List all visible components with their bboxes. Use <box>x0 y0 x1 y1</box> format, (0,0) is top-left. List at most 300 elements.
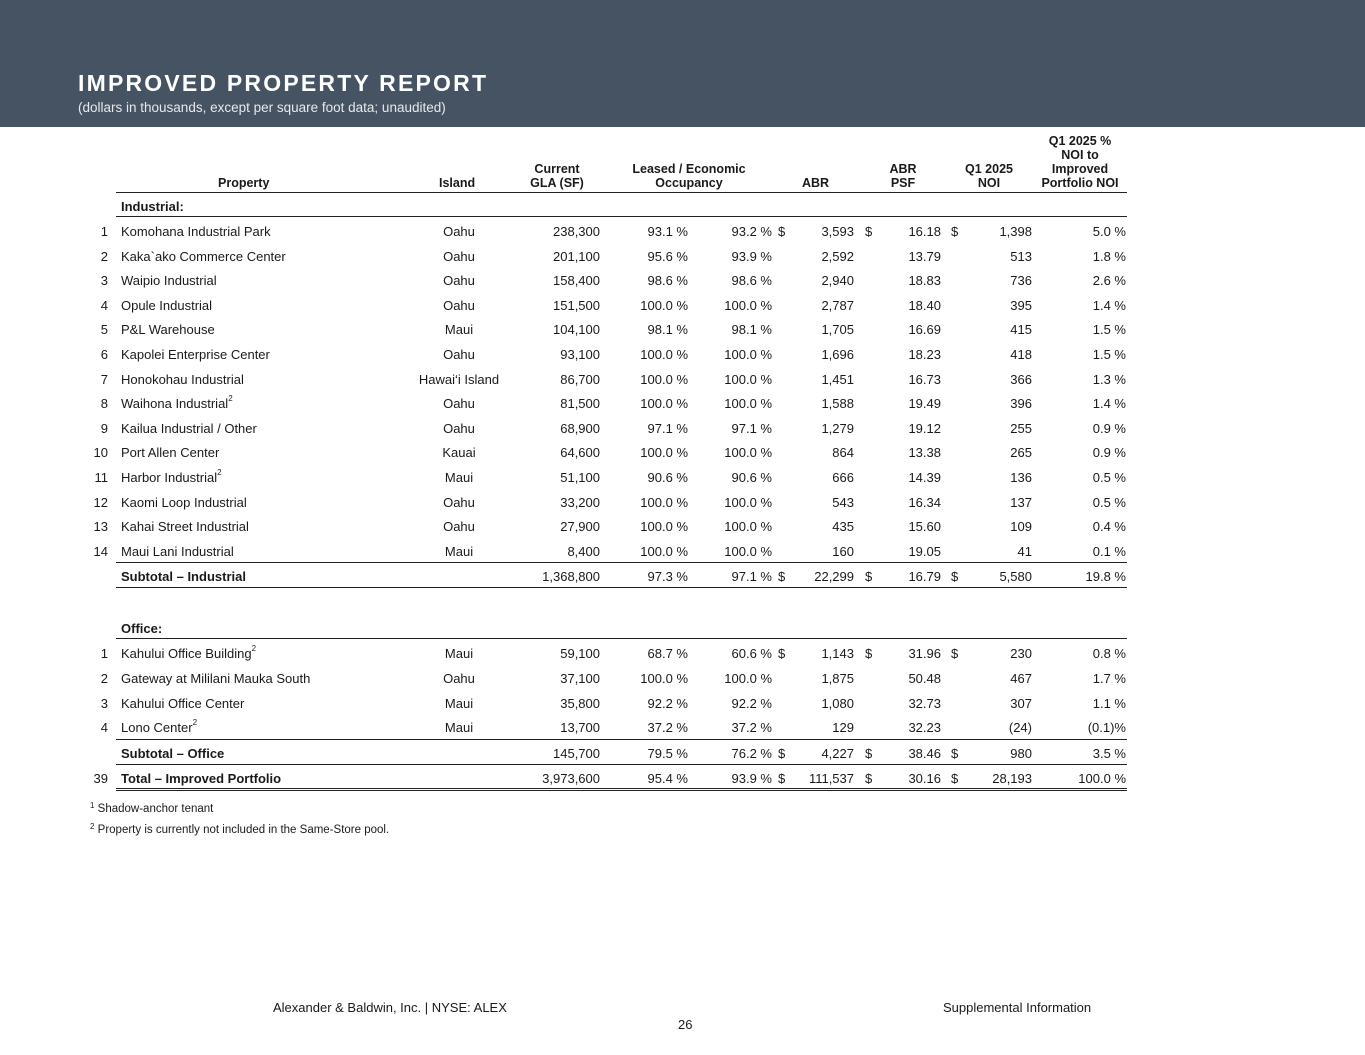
leased-occupancy: 100.0 % <box>640 347 688 362</box>
leased-occupancy: 92.2 % <box>647 695 688 711</box>
footnote-marker: 2 <box>217 468 222 477</box>
leased-occupancy: 95.4 % <box>647 771 688 786</box>
header-rule <box>116 192 1127 193</box>
noi-percent: (0.1)% <box>1087 720 1126 736</box>
industrial-subtotal-bottom-rule <box>116 587 1127 588</box>
col-header-abr-psf <box>880 162 926 190</box>
island: Maui <box>444 695 474 711</box>
island: Maui <box>444 322 474 338</box>
footer-supplemental: Supplemental Information <box>943 1000 1092 1015</box>
property-name <box>121 249 286 264</box>
economic-occupancy: 92.2 % <box>731 695 772 711</box>
q1-noi: 136 <box>1010 470 1032 485</box>
col-header-noi-line2: NOI <box>977 176 1001 190</box>
abr-currency: $ <box>778 746 786 761</box>
noi-percent: 5.0 % <box>1092 224 1126 239</box>
q1-noi: 230 <box>1010 646 1032 661</box>
row-number: 2 <box>100 670 108 686</box>
property-label: Total – Improved Portfolio <box>121 771 282 786</box>
island: Oahu <box>443 248 475 264</box>
table-row <box>0 316 1140 340</box>
property-label: Maui Lani Industrial <box>121 543 234 559</box>
property-label: Subtotal – Industrial <box>121 569 246 584</box>
q1-noi: 28,193 <box>992 771 1032 786</box>
footnote-marker: 2 <box>192 718 198 728</box>
q1-noi: 255 <box>1010 420 1032 436</box>
abr-value: 129 <box>832 720 854 736</box>
col-header-island: Island <box>439 176 476 190</box>
section-label-industrial: Industrial: <box>121 199 184 214</box>
leased-occupancy: 98.6 % <box>647 273 688 289</box>
abr-psf: 38.46 <box>908 746 941 761</box>
property-name <box>121 646 256 661</box>
gla-sf: 81,500 <box>560 396 600 412</box>
q1-noi: 396 <box>1010 396 1032 412</box>
gla-sf: 8,400 <box>567 543 600 559</box>
noi-percent: 1.1 % <box>1092 695 1126 711</box>
economic-occupancy: 98.6 % <box>731 273 772 289</box>
leased-occupancy: 37.2 % <box>647 720 688 736</box>
footnote-2-text: Property is currently not included in the Same-Store pool. <box>97 824 390 836</box>
footnote-1-text: Shadow-anchor tenant <box>97 803 214 815</box>
abr-value: 1,588 <box>821 396 854 412</box>
property-name <box>121 445 219 460</box>
leased-occupancy: 68.7 % <box>647 646 688 661</box>
section-rule-industrial <box>116 216 1127 217</box>
leased-occupancy: 97.1 % <box>647 420 688 436</box>
table-row <box>0 341 1140 365</box>
table-row <box>0 267 1140 291</box>
noi-percent: 0.9 % <box>1092 445 1126 461</box>
gla-sf: 3,973,600 <box>542 771 600 786</box>
q1-noi: 5,580 <box>999 569 1032 584</box>
leased-occupancy: 100.0 % <box>640 396 688 412</box>
economic-occupancy: 100.0 % <box>724 297 772 313</box>
row-number: 14 <box>93 543 108 559</box>
q1-noi: 307 <box>1010 695 1032 711</box>
row-number: 8 <box>100 396 108 412</box>
table-row <box>0 538 1140 562</box>
gla-sf: 68,900 <box>560 420 600 436</box>
property-name <box>121 544 234 559</box>
property-name <box>121 224 271 239</box>
q1-noi: 366 <box>1010 371 1032 387</box>
leased-occupancy: 100.0 % <box>640 670 688 686</box>
gla-sf: 145,700 <box>553 746 600 761</box>
abr-psf: 15.60 <box>908 519 941 535</box>
island: Maui <box>444 543 474 559</box>
table-row <box>0 513 1140 537</box>
gla-sf: 151,500 <box>553 297 600 313</box>
property-name <box>121 298 212 313</box>
footnote-1-mark: 1 <box>90 801 95 810</box>
abr-psf: 31.96 <box>908 646 941 661</box>
property-name <box>121 519 249 534</box>
abr-value: 22,299 <box>814 569 854 584</box>
noi-percent: 1.4 % <box>1092 396 1126 412</box>
gla-sf: 27,900 <box>560 519 600 535</box>
row-number: 11 <box>94 470 108 485</box>
abr-psf: 13.38 <box>908 445 941 461</box>
gla-sf: 64,600 <box>560 445 600 461</box>
col-header-gla <box>520 162 594 190</box>
gla-sf: 59,100 <box>560 646 600 661</box>
row-number: 9 <box>100 420 108 436</box>
leased-occupancy: 95.6 % <box>647 248 688 264</box>
row-number: 7 <box>100 371 108 387</box>
gla-sf: 238,300 <box>553 224 600 239</box>
abr-currency: $ <box>778 569 786 584</box>
abr-psf: 19.12 <box>908 420 941 436</box>
abr-value: 1,696 <box>821 347 854 362</box>
property-label: Subtotal – Office <box>121 746 225 761</box>
gla-sf: 13,700 <box>560 720 600 736</box>
abr-value: 111,537 <box>808 771 854 786</box>
abr-psf: 19.49 <box>908 396 941 412</box>
island: Oahu <box>443 420 475 436</box>
q1-noi: 418 <box>1010 347 1032 362</box>
abr-value: 2,940 <box>821 273 854 289</box>
row-number: 1 <box>100 646 108 661</box>
property-label: Gateway at Mililani Mauka South <box>121 670 311 686</box>
q1-noi: 1,398 <box>999 224 1032 239</box>
abr-psf: 16.73 <box>908 371 941 387</box>
property-name <box>121 771 281 786</box>
economic-occupancy: 100.0 % <box>724 543 772 559</box>
noi-currency: $ <box>951 224 959 239</box>
property-label: Port Allen Center <box>121 445 220 461</box>
abr-currency: $ <box>778 771 786 786</box>
noi-percent: 0.9 % <box>1092 420 1126 436</box>
abr-psf: 32.73 <box>908 695 941 711</box>
property-name <box>121 720 197 735</box>
leased-occupancy: 100.0 % <box>640 519 688 535</box>
abr-value: 4,227 <box>821 746 854 761</box>
economic-occupancy: 100.0 % <box>724 519 772 535</box>
abr-value: 160 <box>832 543 854 559</box>
island: Oahu <box>443 670 475 686</box>
abr-value: 864 <box>832 445 854 461</box>
section-rule-office <box>116 638 1127 639</box>
abr-value: 1,451 <box>821 371 854 387</box>
leased-occupancy: 100.0 % <box>640 297 688 313</box>
row-number: 4 <box>100 720 108 736</box>
row-number: 3 <box>100 695 108 711</box>
property-name <box>121 396 233 411</box>
leased-occupancy: 93.1 % <box>647 224 688 239</box>
property-name <box>121 322 215 337</box>
abr-value: 1,143 <box>821 646 854 661</box>
property-name <box>121 470 222 485</box>
col-header-occupancy-line1: Leased / Economic <box>632 162 746 176</box>
table-row <box>0 714 1140 738</box>
q1-noi: 41 <box>1017 543 1032 559</box>
property-name <box>121 671 310 686</box>
q1-noi: (24) <box>1008 720 1032 736</box>
col-header-occupancy-line2: Occupancy <box>655 176 723 190</box>
economic-occupancy: 93.9 % <box>731 771 772 786</box>
economic-occupancy: 100.0 % <box>724 347 772 362</box>
economic-occupancy: 100.0 % <box>724 445 772 461</box>
row-number: 5 <box>100 322 108 338</box>
island: Maui <box>444 646 474 661</box>
property-name <box>121 746 224 761</box>
property-label: Kaomi Loop Industrial <box>121 494 247 510</box>
property-label: Kailua Industrial / Other <box>121 420 257 436</box>
economic-occupancy: 100.0 % <box>724 670 772 686</box>
abr-psf: 18.83 <box>908 273 941 289</box>
noi-percent: 1.5 % <box>1092 347 1126 362</box>
abr-value: 543 <box>832 494 854 510</box>
psf-currency: $ <box>865 771 873 786</box>
gla-sf: 86,700 <box>560 371 600 387</box>
property-label: Waihona Industrial <box>121 396 229 412</box>
leased-occupancy: 100.0 % <box>640 445 688 461</box>
noi-currency: $ <box>951 771 959 786</box>
economic-occupancy: 90.6 % <box>731 470 772 485</box>
row-number: 2 <box>100 248 108 264</box>
row-number: 3 <box>100 273 108 289</box>
island: Maui <box>444 470 474 485</box>
footnote-2-mark: 2 <box>90 822 95 831</box>
leased-occupancy: 97.3 % <box>647 569 688 584</box>
row-number: 39 <box>93 771 108 786</box>
table-row <box>0 489 1140 513</box>
abr-psf: 50.48 <box>908 670 941 686</box>
property-label: Harbor Industrial <box>121 470 218 485</box>
table-row <box>0 292 1140 316</box>
economic-occupancy: 98.1 % <box>731 322 772 338</box>
gla-sf: 158,400 <box>553 273 600 289</box>
island: Oahu <box>443 297 475 313</box>
island: Oahu <box>443 273 475 289</box>
page-title: IMPROVED PROPERTY REPORT <box>78 70 489 96</box>
gla-sf: 104,100 <box>553 322 600 338</box>
leased-occupancy: 100.0 % <box>640 543 688 559</box>
row-number: 4 <box>100 297 108 313</box>
property-label: P&L Warehouse <box>121 322 215 338</box>
noi-percent: 0.8 % <box>1092 646 1126 661</box>
property-name <box>121 347 270 362</box>
gla-sf: 33,200 <box>560 494 600 510</box>
table-row <box>0 464 1140 488</box>
gla-sf: 1,368,800 <box>542 569 600 584</box>
leased-occupancy: 100.0 % <box>640 371 688 387</box>
header-banner <box>0 0 1365 127</box>
summary-row <box>0 765 1140 789</box>
property-label: Kahului Office Building <box>121 646 252 661</box>
property-label: Opule Industrial <box>121 297 213 313</box>
abr-psf: 14.39 <box>908 470 941 485</box>
table-row <box>0 665 1140 689</box>
col-header-occupancy <box>610 162 768 190</box>
row-number: 13 <box>93 519 108 535</box>
economic-occupancy: 100.0 % <box>724 494 772 510</box>
row-number: 6 <box>100 347 108 362</box>
noi-percent: 2.6 % <box>1092 273 1126 289</box>
col-header-abr: ABR <box>802 176 830 190</box>
abr-psf: 16.79 <box>908 569 941 584</box>
abr-psf: 18.23 <box>908 347 941 362</box>
table-row <box>0 690 1140 714</box>
q1-noi: 395 <box>1010 297 1032 313</box>
abr-value: 3,593 <box>821 224 854 239</box>
page-number: 26 <box>678 1017 693 1032</box>
gla-sf: 37,100 <box>560 670 600 686</box>
abr-value: 2,787 <box>821 297 854 313</box>
col-header-noi-pct-line1: Q1 2025 % <box>1048 134 1112 148</box>
abr-value: 435 <box>832 519 854 535</box>
gla-sf: 201,100 <box>553 248 600 264</box>
q1-noi: 980 <box>1010 746 1032 761</box>
property-name <box>121 696 244 711</box>
noi-currency: $ <box>951 646 959 661</box>
psf-currency: $ <box>865 646 873 661</box>
footnote-2 <box>90 824 389 836</box>
abr-currency: $ <box>778 646 786 661</box>
property-label: Waipio Industrial <box>121 273 217 289</box>
property-name <box>121 495 247 510</box>
economic-occupancy: 37.2 % <box>731 720 772 736</box>
property-label: Kahului Office Center <box>121 695 245 711</box>
col-header-property: Property <box>218 176 270 190</box>
noi-percent: 0.4 % <box>1092 519 1126 535</box>
abr-value: 2,592 <box>821 248 854 264</box>
col-header-abr-psf-line2: PSF <box>890 176 916 190</box>
noi-percent: 3.5 % <box>1092 746 1126 761</box>
property-name <box>121 372 244 387</box>
island: Oahu <box>443 224 475 239</box>
property-label: Komohana Industrial Park <box>121 224 271 239</box>
q1-noi: 109 <box>1010 519 1032 535</box>
island: Oahu <box>443 347 475 362</box>
gla-sf: 93,100 <box>560 347 600 362</box>
island: Maui <box>444 720 474 736</box>
property-name <box>121 569 246 584</box>
col-header-noi-pct-line3: Improved <box>1051 162 1109 176</box>
noi-percent: 0.1 % <box>1092 543 1126 559</box>
leased-occupancy: 98.1 % <box>647 322 688 338</box>
abr-value: 1,875 <box>821 670 854 686</box>
row-number: 12 <box>93 494 108 510</box>
footnote-marker: 2 <box>228 394 233 404</box>
noi-currency: $ <box>951 569 959 584</box>
row-number: 1 <box>100 224 108 239</box>
col-header-gla-line1: Current <box>534 162 580 176</box>
q1-noi: 736 <box>1010 273 1032 289</box>
footnote-marker: 2 <box>251 644 257 653</box>
noi-currency: $ <box>951 746 959 761</box>
economic-occupancy: 76.2 % <box>731 746 772 761</box>
abr-psf: 16.69 <box>908 322 941 338</box>
col-header-gla-line2: GLA (SF) <box>530 176 584 190</box>
table-row <box>0 243 1140 267</box>
economic-occupancy: 97.1 % <box>731 569 772 584</box>
island: Kauai <box>442 445 476 461</box>
summary-row <box>0 563 1140 587</box>
psf-currency: $ <box>865 569 873 584</box>
island: Oahu <box>443 396 475 412</box>
abr-psf: 16.34 <box>908 494 941 510</box>
noi-percent: 1.8 % <box>1092 248 1126 264</box>
economic-occupancy: 100.0 % <box>724 371 772 387</box>
property-label: Kaka`ako Commerce Center <box>121 248 286 264</box>
col-header-noi-pct <box>1030 134 1130 190</box>
table-row <box>0 366 1140 390</box>
q1-noi: 513 <box>1010 248 1032 264</box>
property-name <box>121 421 257 436</box>
summary-row <box>0 740 1140 764</box>
leased-occupancy: 79.5 % <box>647 746 688 761</box>
property-label: Kapolei Enterprise Center <box>121 347 270 362</box>
psf-currency: $ <box>865 224 873 239</box>
property-label: Lono Center <box>121 720 193 736</box>
gla-sf: 35,800 <box>560 695 600 711</box>
leased-occupancy: 100.0 % <box>640 494 688 510</box>
economic-occupancy: 97.1 % <box>731 420 772 436</box>
page-subtitle: (dollars in thousands, except per square foot data; unaudited) <box>78 100 446 115</box>
table-row <box>0 390 1140 414</box>
col-header-abr-psf-line1: ABR <box>889 162 917 176</box>
q1-noi: 137 <box>1010 494 1032 510</box>
abr-value: 1,080 <box>821 695 854 711</box>
col-header-noi-line1: Q1 2025 <box>965 162 1013 176</box>
gla-sf: 51,100 <box>560 470 600 485</box>
table-row <box>0 640 1140 664</box>
abr-psf: 18.40 <box>908 297 941 313</box>
col-header-noi <box>956 162 1022 190</box>
psf-currency: $ <box>865 746 873 761</box>
table-row <box>0 415 1140 439</box>
q1-noi: 415 <box>1010 322 1032 338</box>
island: Hawai‘i Island <box>418 371 500 387</box>
property-name <box>121 273 217 288</box>
noi-percent: 0.5 % <box>1092 494 1126 510</box>
noi-percent: 1.5 % <box>1092 322 1126 338</box>
abr-value: 1,705 <box>821 322 854 338</box>
noi-percent: 19.8 % <box>1085 569 1126 584</box>
col-header-noi-pct-line2: NOI to <box>1061 148 1099 162</box>
economic-occupancy: 100.0 % <box>724 396 772 412</box>
noi-percent: 100.0 % <box>1078 771 1126 786</box>
economic-occupancy: 93.2 % <box>731 224 772 239</box>
property-label: Kahai Street Industrial <box>121 519 249 535</box>
footnote-1 <box>90 803 213 815</box>
abr-currency: $ <box>778 224 786 239</box>
noi-percent: 1.4 % <box>1092 297 1126 313</box>
abr-psf: 16.18 <box>908 224 941 239</box>
abr-psf: 32.23 <box>908 720 941 736</box>
table-row <box>0 218 1140 242</box>
abr-value: 666 <box>832 470 854 485</box>
abr-psf: 13.79 <box>908 248 941 264</box>
abr-psf: 30.16 <box>908 771 941 786</box>
footer-company: Alexander & Baldwin, Inc. | NYSE: ALEX <box>273 1000 507 1015</box>
total-double-rule <box>116 788 1127 791</box>
island: Oahu <box>443 519 475 535</box>
abr-psf: 19.05 <box>908 543 941 559</box>
table-row <box>0 439 1140 463</box>
economic-occupancy: 60.6 % <box>731 646 772 661</box>
island: Oahu <box>443 494 475 510</box>
noi-percent: 0.5 % <box>1092 470 1126 485</box>
noi-percent: 1.3 % <box>1092 371 1126 387</box>
property-label: Honokohau Industrial <box>121 371 244 387</box>
q1-noi: 265 <box>1010 445 1032 461</box>
row-number: 10 <box>93 445 108 461</box>
noi-percent: 1.7 % <box>1092 670 1126 686</box>
q1-noi: 467 <box>1010 670 1032 686</box>
